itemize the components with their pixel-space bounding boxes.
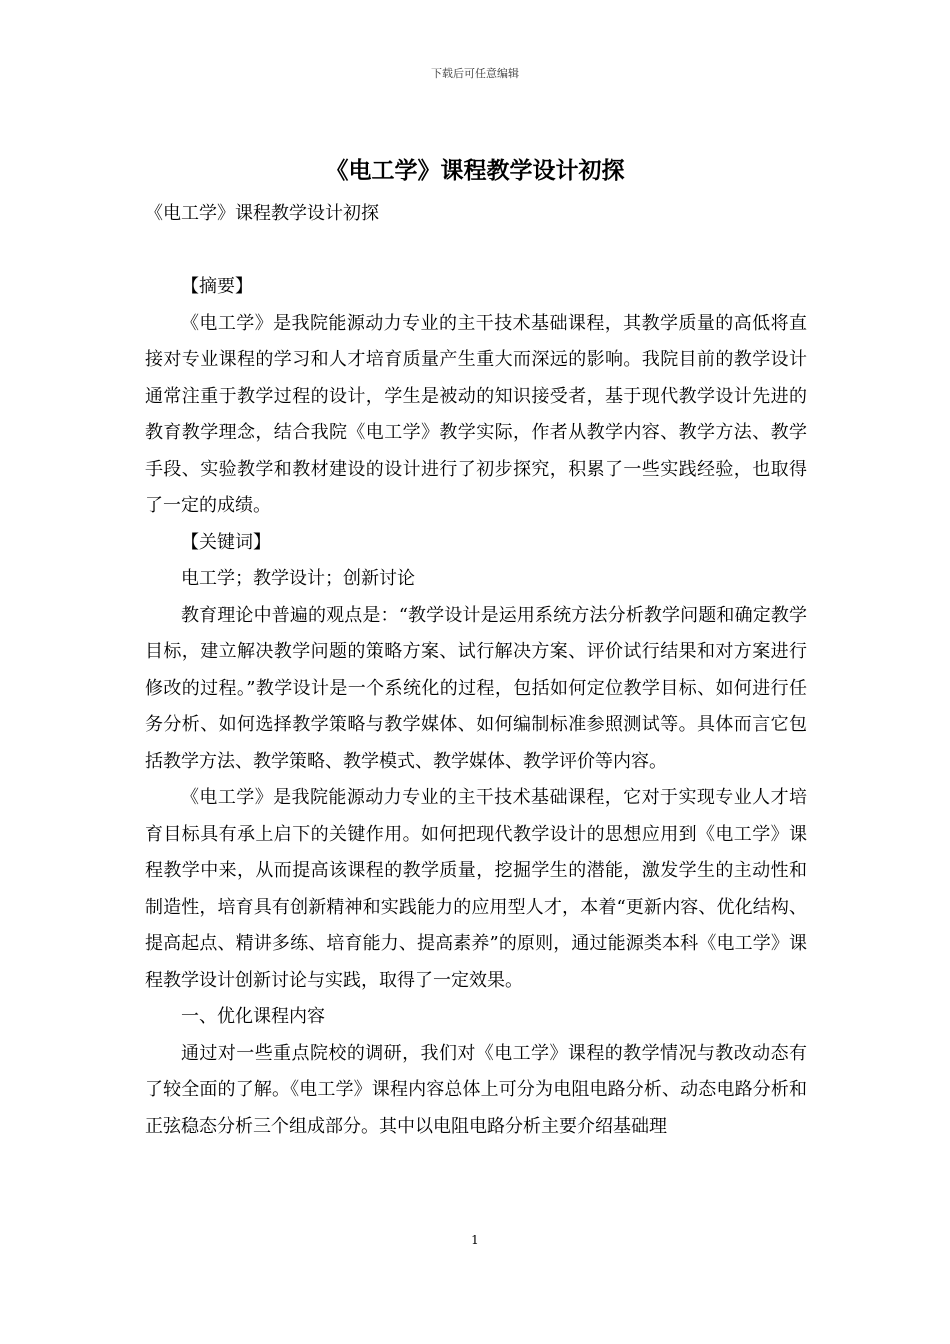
section-paragraph: 通过对一些重点院校的调研，我们对《电工学》课程的教学情况与教改动态有了较全面的了解。《电工学》课程内容总体上可分为电阻电路分析、动态电路分析和正弦稳态分析三个组成部分。其中以电阻电路分析主要介绍基础理 (145, 1042, 807, 1137)
document-body (145, 269, 807, 1145)
body-paragraph: 教育理论中普遍的观点是：“教学设计是运用系统方法分析教学问题和确定教学目标，建立解决教学问题的策略方案、试行解决方案、评价试行结果和对方案进行修改的过程。”教学设计是一个系统化的过程，包括如何定位教学目标、如何进行任务分析、如何选择教学策略与教学媒体、如何编制标准参照测试等。具体而言它包括教学方法、教学策略、教学模式、教学媒体、教学评价等内容。 (145, 604, 807, 772)
document-title: 《电工学》课程教学设计初探 (325, 157, 625, 184)
header-note: 下载后可任意编辑 (431, 67, 519, 80)
keywords-heading: 【关键词】 (181, 531, 271, 553)
body-paragraph: 《电工学》是我院能源动力专业的主干技术基础课程，它对于实现专业人才培育目标具有承上启下的关键作用。如何把现代教学设计的思想应用到《电工学》课程教学中来，从而提高该课程的教学质量，挖掘学生的潜能，激发学生的主动性和制造性，培育具有创新精神和实践能力的应用型人才，本着“更新内容、优化结构、提高起点、精讲多练、培育能力、提高素养”的原则，通过能源类本科《电工学》课程教学设计创新讨论与实践，取得了一定效果。 (145, 787, 807, 991)
keywords-paragraph: 电工学；教学设计；创新讨论 (181, 568, 415, 589)
abstract-heading: 【摘要】 (181, 276, 253, 297)
document-subtitle: 《电工学》课程教学设计初探 (145, 203, 379, 224)
page-number: 1 (471, 1233, 479, 1247)
abstract-paragraph: 《电工学》是我院能源动力专业的主干技术基础课程，其教学质量的高低将直接对专业课程的学习和人才培育质量产生重大而深远的影响。我院目前的教学设计通常注重于教学过程的设计，学生是被动的知识接受者，基于现代教学设计先进的教育教学理念，结合我院《电工学》教学实际，作者从教学内容、教学方法、教学手段、实验教学和教材建设的设计进行了初步探究，积累了一些实践经验，也取得了一定的成绩。 (145, 312, 807, 516)
section-heading: 一、优化课程内容 (181, 1006, 325, 1027)
